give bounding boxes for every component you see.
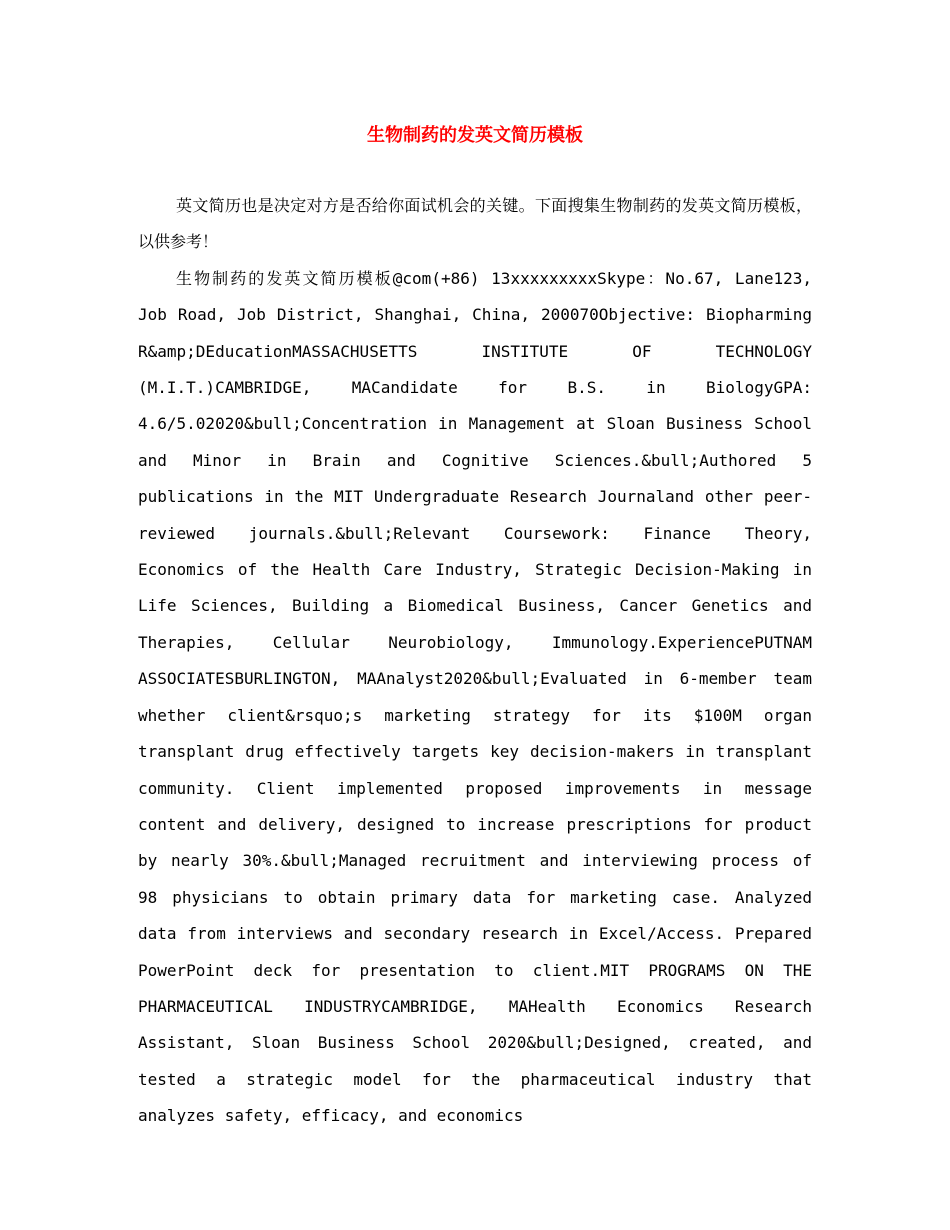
document-body: [138, 188, 812, 1135]
intro-paragraph: 英文简历也是决定对方是否给你面试机会的关键。下面搜集生物制药的发英文简历模板，以供参考！: [138, 196, 812, 252]
resume-content-paragraph: 生物制药的发英文简历模板@com(+86) 13xxxxxxxxxSkype：No.67, Lane123, Job Road, Job District, Shanghai, China, 200070Objective: Biopharming R&amp;DEducationMASSACHUSETTS INSTITUTE OF TECHNOLOGY (M.I.T.)CAMBRIDGE, MACandidate for B.S. in BiologyGPA: 4.6/5.02020&bull;Concentration in Management at Sloan Business School and Minor in Brain and Cognitive Sciences.&bull;Authored 5 publications in the MIT Undergraduate Research Journaland other peer-reviewed journals.&bull;Relevant Coursework: Finance Theory, Economics of the Health Care Industry, Strategic Decision-Making in Life Sciences, Building a Biomedical Business, Cancer Genetics and Therapies, Cellular Neurobiology, Immunology.ExperiencePUTNAM ASSOCIATESBURLINGTON, MAAnalyst2020&bull;Evaluated in 6-member team whether client&rsquo;s marketing strategy for its $100M organ transplant drug effectively targets key decision-makers in transplant community. Client implemented proposed improvements in message content and delivery, designed to increase prescriptions for product by nearly 30%.&bull;Managed recruitment and interviewing process of 98 physicians to obtain primary data for marketing case. Analyzed data from interviews and secondary research in Excel/Access. Prepared PowerPoint deck for presentation to client.MIT PROGRAMS ON THE PHARMACEUTICAL INDUSTRYCAMBRIDGE, MAHealth Economics Research Assistant, Sloan Business School 2020&bull;Designed, created, and tested a strategic model for the pharmaceutical industry that analyzes safety, efficacy, and economics: [138, 268, 812, 1126]
document-title: 生物制药的发英文简历模板: [367, 125, 583, 146]
